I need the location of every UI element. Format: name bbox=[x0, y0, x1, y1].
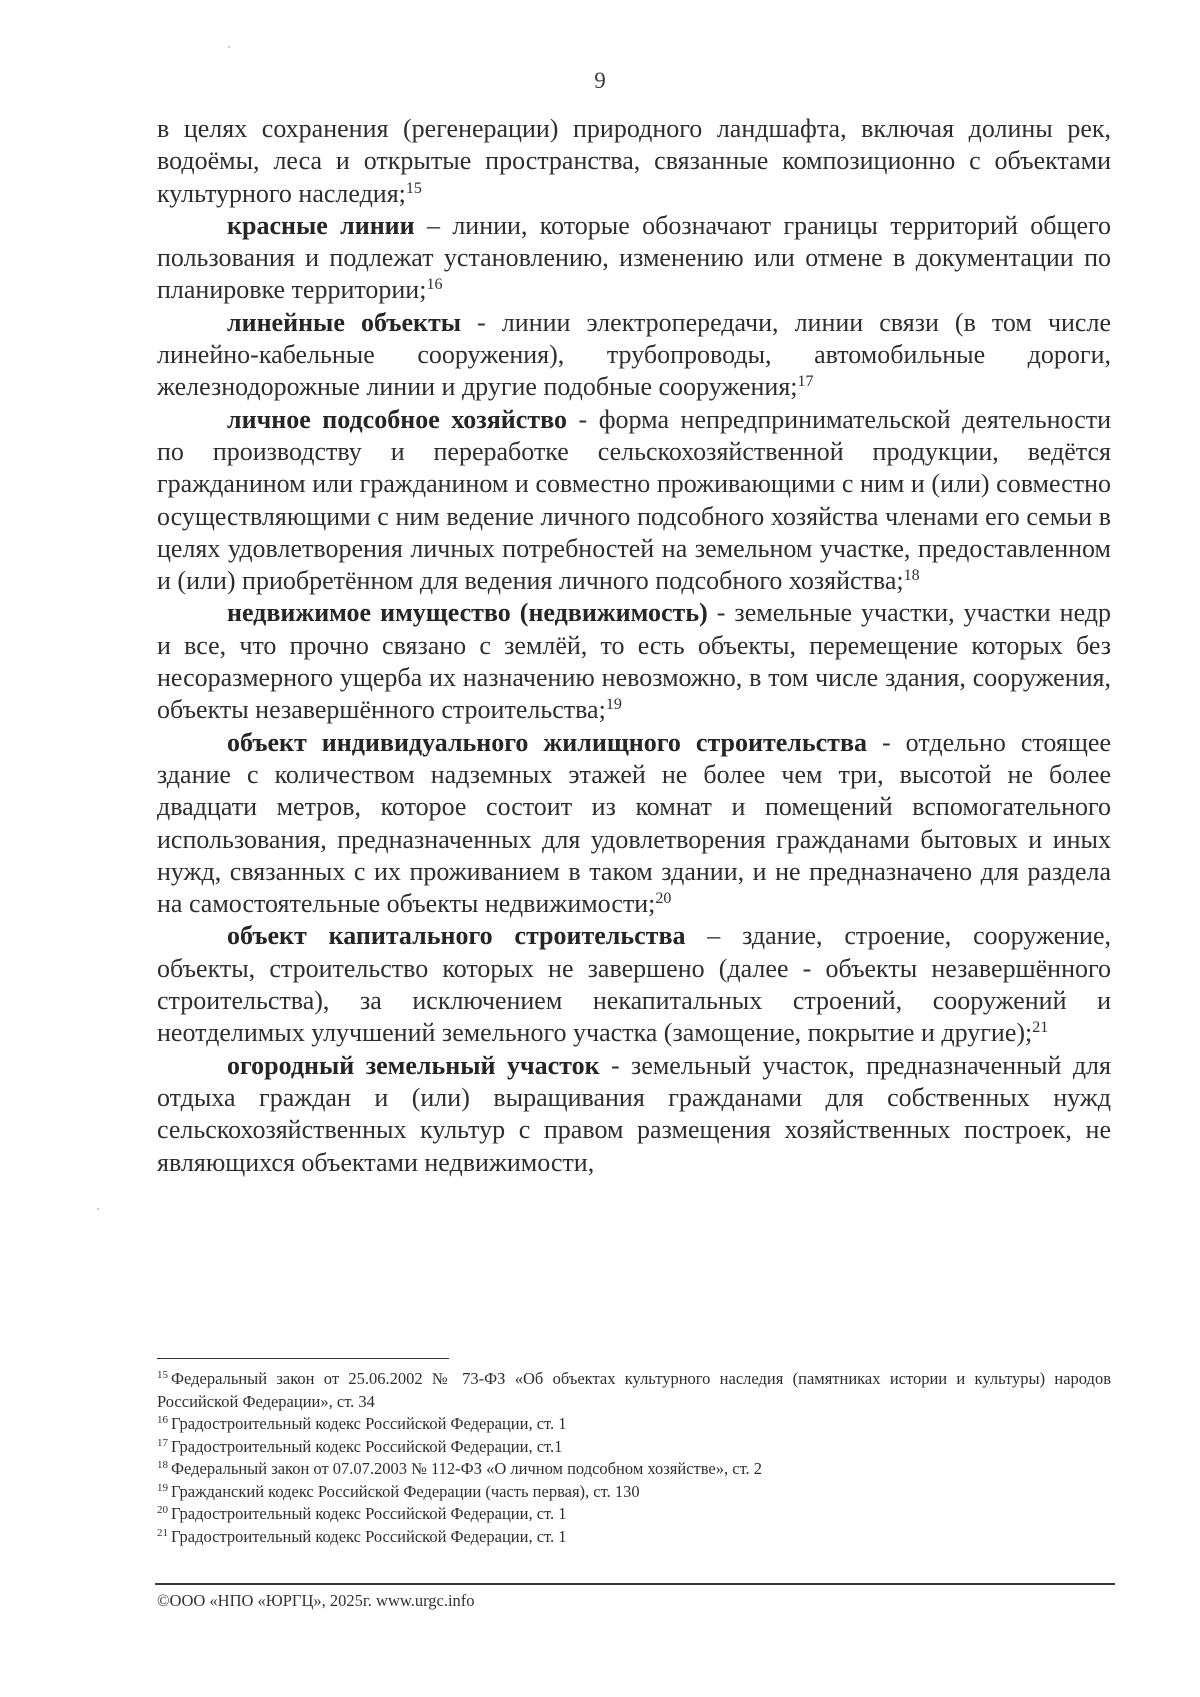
definition-text: - земельный участок, предназначенный для отдыха граждан и (или) выращивания гражданами для собственных нужд сельскохозяйственных культур с правом размещения хозяйственных построек, не являющихся объектами недвижимости, bbox=[157, 1050, 1111, 1177]
definition-garden-plot bbox=[157, 1050, 1111, 1179]
page-footer: ©ООО «НПО «ЮРГЦ», 2025г. www.urgc.info bbox=[157, 1591, 475, 1610]
definition-text: - форма непредпринимательской деятельности по производству и переработке сельскохозяйственной продукции, ведётся гражданином или гражданином и совместно проживающими с ним и (или) совместно осуществляющими с ним ведение личного подсобного хозяйства членами его семьи в целях удовлетворения личных потребностей на земельном участке, предоставленном и (или) приобретённом для ведения личного подсобного хозяйства; bbox=[157, 404, 1112, 596]
definition-term: личное подсобное хозяйство bbox=[227, 404, 567, 434]
definitions-text bbox=[157, 113, 1111, 1179]
definition-text: - земельные участки, участки недр и все, что прочно связано с землёй, то есть объекты, перемещение которых без несоразмерного ущерба их назначению невозможно, в том числе здания, сооружения, объекты незавершённого строительства; bbox=[157, 598, 1111, 725]
footnotes bbox=[157, 1368, 1111, 1548]
definition-real-estate bbox=[157, 597, 1111, 726]
paragraph-continuation bbox=[157, 113, 1111, 210]
definition-individual-housing bbox=[157, 727, 1111, 921]
footnote-text: Градостроительный кодекс Российской Федерации, ст. 1 bbox=[171, 1526, 567, 1546]
footnote-item bbox=[157, 1413, 1111, 1436]
definition-term: огородный земельный участок bbox=[227, 1050, 600, 1080]
definition-term: объект капитального строительства bbox=[227, 921, 686, 951]
footnote-ref[interactable]: 20 bbox=[655, 890, 672, 908]
scan-dot bbox=[228, 46, 230, 48]
definition-red-lines bbox=[157, 210, 1111, 307]
footnote-ref[interactable]: 15 bbox=[405, 179, 422, 197]
footnote-number: 16 bbox=[157, 1414, 168, 1426]
footnote-ref[interactable]: 21 bbox=[1032, 1019, 1049, 1037]
footnote-item bbox=[157, 1458, 1111, 1481]
footnote-item bbox=[157, 1503, 1111, 1526]
footnote-item bbox=[157, 1481, 1111, 1504]
definition-term: красные линии bbox=[227, 210, 415, 240]
definition-capital-construction bbox=[157, 920, 1111, 1049]
definition-text: - линии электропередачи, линии связи (в том числе линейно-кабельные сооружения), трубопроводы, автомобильные дороги, железнодорожные линии и другие подобные сооружения; bbox=[157, 307, 1111, 402]
footnote-item bbox=[157, 1368, 1111, 1413]
scan-dot bbox=[97, 1208, 99, 1210]
definition-term: объект индивидуального жилищного строительства bbox=[227, 727, 867, 757]
definition-term: линейные объекты bbox=[227, 307, 462, 337]
definition-text: - отдельно стоящее здание с количеством надземных этажей не более чем три, высотой не более двадцати метров, которое состоит из комнат и помещений вспомогательного использования, предназначенных для удовлетворения гражданами бытовых и иных нужд, связанных с их проживанием в таком здании, и не предназначено для раздела на самостоятельные объекты недвижимости; bbox=[157, 727, 1111, 919]
definition-text: – линии, которые обозначают границы территорий общего пользования и подлежат установлению, изменению или отмене в документации по планировке территории; bbox=[157, 210, 1112, 305]
footnote-ref[interactable]: 18 bbox=[903, 567, 920, 585]
footnote-ref[interactable]: 16 bbox=[426, 276, 443, 294]
page-number: 9 bbox=[594, 68, 606, 93]
footnote-separator bbox=[157, 1358, 449, 1359]
footnote-number: 21 bbox=[157, 1526, 168, 1539]
footnote-text: Федеральный закон от 07.07.2003 № 112-ФЗ «О личном подсобном хозяйстве», ст. 2 bbox=[171, 1459, 763, 1478]
paragraph-text: в целях сохранения (регенерации) природного ландшафта, включая долины рек, водоёмы, леса и открытые пространства, связанные композиционно с объектами культурного наследия; bbox=[157, 114, 1111, 208]
definition-text: – здание, строение, сооружение, объекты, строительство которых не завершено (далее - объекты незавершённого строительства), за исключением некапитальных строений, сооружений и неотделимых улучшений земельного участка (замощение, покрытие и другие); bbox=[157, 921, 1111, 1048]
footnote-number: 19 bbox=[157, 1481, 168, 1494]
footnote-number: 20 bbox=[157, 1504, 168, 1516]
footnote-text: Градостроительный кодекс Российской Федерации, ст.1 bbox=[171, 1436, 563, 1456]
footnote-ref[interactable]: 19 bbox=[605, 696, 622, 714]
footnote-number: 17 bbox=[157, 1436, 168, 1449]
footnote-ref[interactable]: 17 bbox=[797, 373, 814, 391]
footer-separator bbox=[155, 1583, 1115, 1585]
footnote-text: Федеральный закон от 25.06.2002 № 73-ФЗ «Об объектах культурного наследия (памятниках истории и культуры) народов Российской Федерации», ст. 34 bbox=[157, 1369, 1111, 1411]
footnote-text: Градостроительный кодекс Российской Федерации, ст. 1 bbox=[171, 1504, 567, 1523]
definition-personal-farm bbox=[157, 404, 1111, 598]
definition-term: недвижимое имущество (недвижимость) bbox=[227, 598, 708, 628]
footnote-item bbox=[157, 1526, 1111, 1549]
footnote-text: Градостроительный кодекс Российской Федерации, ст. 1 bbox=[171, 1414, 567, 1433]
footnote-item bbox=[157, 1436, 1111, 1459]
footnote-text: Гражданский кодекс Российской Федерации (часть первая), ст. 130 bbox=[171, 1481, 640, 1501]
footnote-number: 18 bbox=[157, 1459, 168, 1471]
footnote-number: 15 bbox=[157, 1369, 168, 1381]
definition-linear-objects bbox=[157, 307, 1111, 404]
